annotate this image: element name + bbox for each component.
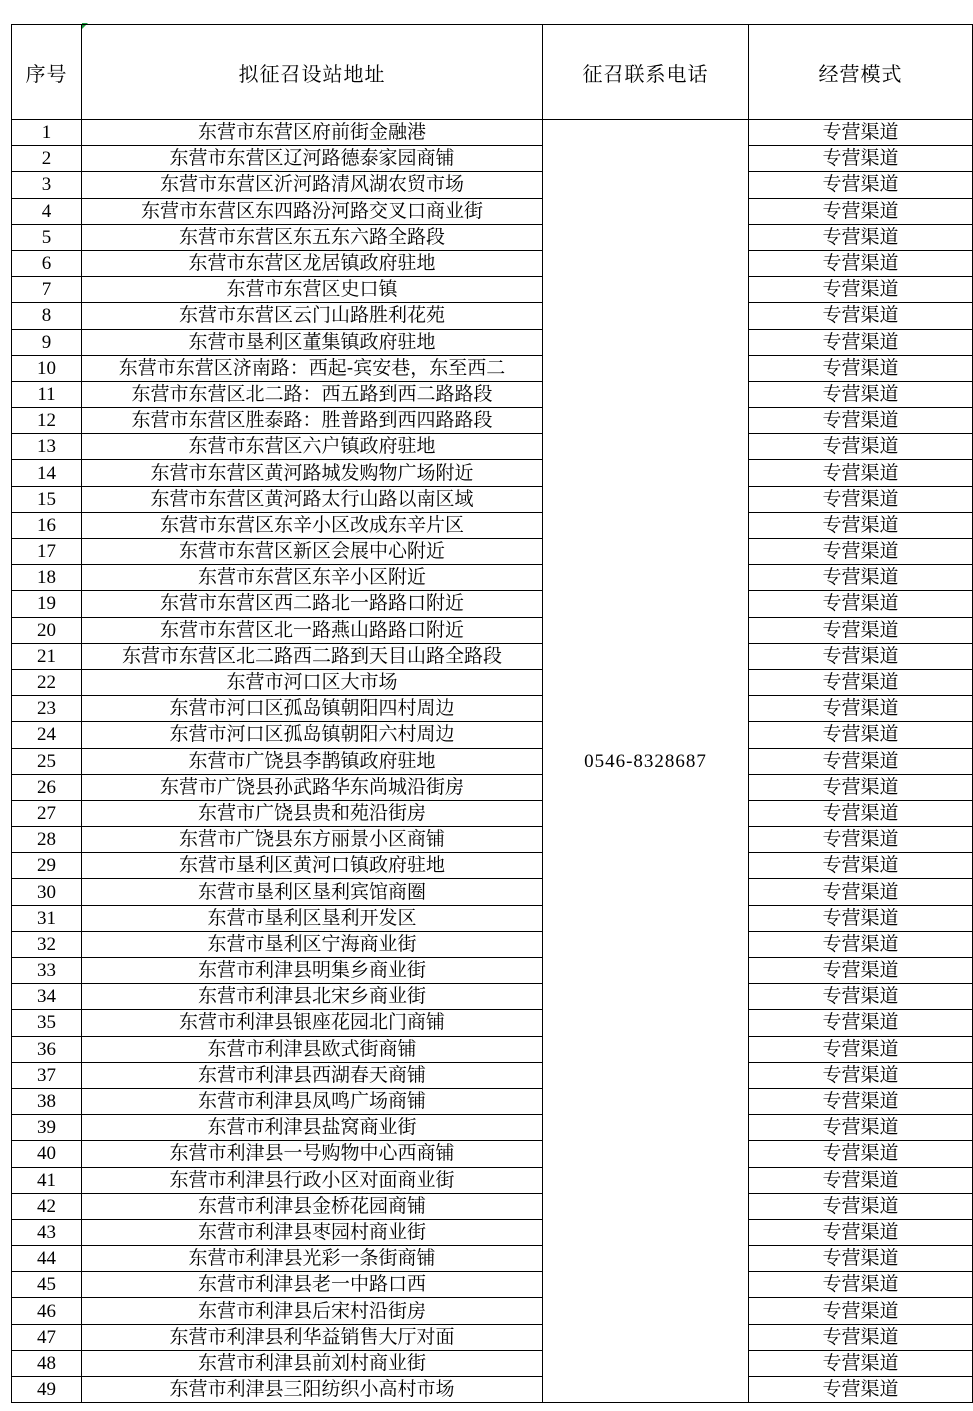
cell-no[interactable]: 7 — [12, 277, 82, 303]
table-row — [12, 408, 973, 434]
table-row — [12, 224, 973, 250]
cell-mode[interactable]: 专营渠道 — [749, 905, 973, 931]
cell-no[interactable]: 1 — [12, 120, 82, 146]
cell-no[interactable]: 26 — [12, 774, 82, 800]
table-row — [12, 800, 973, 826]
cell-address[interactable]: 东营市东营区龙居镇政府驻地 — [82, 250, 543, 276]
table-row — [12, 303, 973, 329]
cell-address[interactable]: 东营市垦利区董集镇政府驻地 — [82, 329, 543, 355]
cell-mode[interactable]: 专营渠道 — [749, 277, 973, 303]
cell-address[interactable]: 东营市垦利区宁海商业街 — [82, 931, 543, 957]
cell-address[interactable]: 东营市利津县欧式街商铺 — [82, 1036, 543, 1062]
table-row — [12, 120, 973, 146]
cell-address[interactable]: 东营市东营区北二路：西五路到西二路路段 — [82, 381, 543, 407]
cell-address[interactable]: 东营市东营区胜泰路：胜普路到西四路路段 — [82, 408, 543, 434]
cell-mode[interactable]: 专营渠道 — [749, 486, 973, 512]
header-no[interactable]: 序号 — [12, 25, 82, 120]
table-row — [12, 591, 973, 617]
cell-no[interactable]: 48 — [12, 1350, 82, 1376]
cell-mode[interactable]: 专营渠道 — [749, 1324, 973, 1350]
cell-mode[interactable]: 专营渠道 — [749, 617, 973, 643]
cell-no[interactable]: 4 — [12, 198, 82, 224]
cell-mode[interactable]: 专营渠道 — [749, 958, 973, 984]
cell-address[interactable]: 东营市河口区大市场 — [82, 669, 543, 695]
cell-mode[interactable]: 专营渠道 — [749, 172, 973, 198]
table-row — [12, 984, 973, 1010]
cell-address[interactable]: 东营市利津县一号购物中心西商铺 — [82, 1141, 543, 1167]
table-row — [12, 879, 973, 905]
cell-address[interactable]: 东营市利津县明集乡商业街 — [82, 958, 543, 984]
cell-mode[interactable]: 专营渠道 — [749, 198, 973, 224]
header-phone[interactable]: 征召联系电话 — [543, 25, 749, 120]
cell-no[interactable]: 37 — [12, 1062, 82, 1088]
cell-no[interactable]: 40 — [12, 1141, 82, 1167]
table-row — [12, 1324, 973, 1350]
cell-mode[interactable]: 专营渠道 — [749, 460, 973, 486]
cell-no[interactable]: 36 — [12, 1036, 82, 1062]
cell-address[interactable]: 东营市利津县行政小区对面商业街 — [82, 1167, 543, 1193]
cell-no[interactable]: 28 — [12, 827, 82, 853]
table-row — [12, 643, 973, 669]
cell-address[interactable]: 东营市东营区云门山路胜利花苑 — [82, 303, 543, 329]
cell-mode[interactable]: 专营渠道 — [749, 643, 973, 669]
table-row — [12, 355, 973, 381]
cell-no[interactable]: 17 — [12, 539, 82, 565]
cell-no[interactable]: 25 — [12, 748, 82, 774]
cell-address[interactable]: 东营市利津县盐窝商业街 — [82, 1115, 543, 1141]
cell-mode[interactable]: 专营渠道 — [749, 591, 973, 617]
cell-address[interactable]: 东营市东营区黄河路城发购物广场附近 — [82, 460, 543, 486]
header-address[interactable]: 拟征召设站地址 — [82, 25, 543, 120]
cell-mode[interactable]: 专营渠道 — [749, 748, 973, 774]
cell-mode[interactable]: 专营渠道 — [749, 1141, 973, 1167]
table-row — [12, 146, 973, 172]
cell-address[interactable]: 东营市东营区东五东六路全路段 — [82, 224, 543, 250]
cell-no[interactable]: 45 — [12, 1272, 82, 1298]
table-row — [12, 774, 973, 800]
cell-address[interactable]: 东营市利津县北宋乡商业街 — [82, 984, 543, 1010]
cell-mode[interactable]: 专营渠道 — [749, 669, 973, 695]
cell-no[interactable]: 9 — [12, 329, 82, 355]
cell-mode[interactable]: 专营渠道 — [749, 434, 973, 460]
cell-address[interactable]: 东营市广饶县东方丽景小区商铺 — [82, 827, 543, 853]
table-row — [12, 617, 973, 643]
cell-address[interactable]: 东营市利津县利华益销售大厅对面 — [82, 1324, 543, 1350]
cell-mode[interactable]: 专营渠道 — [749, 879, 973, 905]
table-row — [12, 198, 973, 224]
cell-address[interactable]: 东营市利津县银座花园北门商铺 — [82, 1010, 543, 1036]
cell-no[interactable]: 29 — [12, 853, 82, 879]
cell-mode[interactable]: 专营渠道 — [749, 303, 973, 329]
cell-address[interactable]: 东营市东营区府前街金融港 — [82, 120, 543, 146]
cell-address[interactable]: 东营市利津县三阳纺织小高村市场 — [82, 1377, 543, 1403]
cell-mode[interactable]: 专营渠道 — [749, 120, 973, 146]
table-row — [12, 827, 973, 853]
cell-no[interactable]: 24 — [12, 722, 82, 748]
cell-mode[interactable]: 专营渠道 — [749, 722, 973, 748]
table-row — [12, 1193, 973, 1219]
cell-address[interactable]: 东营市东营区北一路燕山路路口附近 — [82, 617, 543, 643]
table-row — [12, 1377, 973, 1403]
table-row — [12, 565, 973, 591]
cell-address[interactable]: 东营市利津县后宋村沿街房 — [82, 1298, 543, 1324]
table-row — [12, 1272, 973, 1298]
table-row — [12, 1219, 973, 1245]
cell-mode[interactable]: 专营渠道 — [749, 250, 973, 276]
cell-mode[interactable]: 专营渠道 — [749, 853, 973, 879]
cell-address[interactable]: 东营市东营区新区会展中心附近 — [82, 539, 543, 565]
cell-no[interactable]: 33 — [12, 958, 82, 984]
cell-mode[interactable]: 专营渠道 — [749, 1377, 973, 1403]
table-row — [12, 381, 973, 407]
cell-phone-merged[interactable]: 0546-8328687 — [543, 120, 749, 1403]
cell-mode[interactable]: 专营渠道 — [749, 931, 973, 957]
cell-address[interactable]: 东营市东营区史口镇 — [82, 277, 543, 303]
cell-mode[interactable]: 专营渠道 — [749, 329, 973, 355]
table-row — [12, 1350, 973, 1376]
cell-no[interactable]: 8 — [12, 303, 82, 329]
cell-mode[interactable]: 专营渠道 — [749, 696, 973, 722]
cell-no[interactable]: 13 — [12, 434, 82, 460]
cell-mode[interactable]: 专营渠道 — [749, 565, 973, 591]
cell-no[interactable]: 49 — [12, 1377, 82, 1403]
table-row — [12, 1298, 973, 1324]
cell-no[interactable]: 3 — [12, 172, 82, 198]
cell-address[interactable]: 东营市垦利区垦利开发区 — [82, 905, 543, 931]
cell-address[interactable]: 东营市东营区东辛小区附近 — [82, 565, 543, 591]
cell-no[interactable]: 10 — [12, 355, 82, 381]
table-row — [12, 434, 973, 460]
cell-address[interactable]: 东营市广饶县贵和苑沿街房 — [82, 800, 543, 826]
cell-address[interactable]: 东营市垦利区黄河口镇政府驻地 — [82, 853, 543, 879]
table-row — [12, 853, 973, 879]
table-row — [12, 1062, 973, 1088]
table-row — [12, 1141, 973, 1167]
cell-no[interactable]: 39 — [12, 1115, 82, 1141]
cell-mode[interactable]: 专营渠道 — [749, 512, 973, 538]
table-row — [12, 1010, 973, 1036]
table-header — [12, 25, 973, 120]
table-row — [12, 958, 973, 984]
cell-address[interactable]: 东营市垦利区垦利宾馆商圈 — [82, 879, 543, 905]
cell-address[interactable]: 东营市东营区六户镇政府驻地 — [82, 434, 543, 460]
table-row — [12, 250, 973, 276]
cell-mode[interactable]: 专营渠道 — [749, 1298, 973, 1324]
cell-address[interactable]: 东营市广饶县孙武路华东尚城沿街房 — [82, 774, 543, 800]
cell-address[interactable]: 东营市河口区孤岛镇朝阳四村周边 — [82, 696, 543, 722]
cell-mode[interactable]: 专营渠道 — [749, 827, 973, 853]
cell-address[interactable]: 东营市利津县金桥花园商铺 — [82, 1193, 543, 1219]
cell-address[interactable]: 东营市利津县枣园村商业街 — [82, 1219, 543, 1245]
cell-address[interactable]: 东营市广饶县李鹊镇政府驻地 — [82, 748, 543, 774]
cell-mode[interactable]: 专营渠道 — [749, 800, 973, 826]
cell-no[interactable]: 12 — [12, 408, 82, 434]
header-mode[interactable]: 经营模式 — [749, 25, 973, 120]
cell-no[interactable]: 31 — [12, 905, 82, 931]
table-body — [12, 120, 973, 1403]
table-row — [12, 931, 973, 957]
cell-no[interactable]: 2 — [12, 146, 82, 172]
cell-address[interactable]: 东营市利津县前刘村商业街 — [82, 1350, 543, 1376]
cell-mode[interactable]: 专营渠道 — [749, 1246, 973, 1272]
cell-no[interactable]: 19 — [12, 591, 82, 617]
table-row — [12, 722, 973, 748]
cell-no[interactable]: 44 — [12, 1246, 82, 1272]
table-row — [12, 905, 973, 931]
cell-no[interactable]: 43 — [12, 1219, 82, 1245]
table-row — [12, 669, 973, 695]
cell-no[interactable]: 16 — [12, 512, 82, 538]
cell-no[interactable]: 5 — [12, 224, 82, 250]
cell-mode[interactable]: 专营渠道 — [749, 1350, 973, 1376]
table-row — [12, 1088, 973, 1114]
table-row — [12, 539, 973, 565]
cell-address[interactable]: 东营市东营区东四路汾河路交叉口商业街 — [82, 198, 543, 224]
table-row — [12, 329, 973, 355]
cell-address[interactable]: 东营市东营区辽河路德泰家园商铺 — [82, 146, 543, 172]
cell-mode[interactable]: 专营渠道 — [749, 1219, 973, 1245]
cell-address[interactable]: 东营市东营区沂河路清风湖农贸市场 — [82, 172, 543, 198]
table-row — [12, 277, 973, 303]
table-row — [12, 172, 973, 198]
cell-mode[interactable]: 专营渠道 — [749, 1036, 973, 1062]
cell-mode[interactable]: 专营渠道 — [749, 381, 973, 407]
cell-no[interactable]: 23 — [12, 696, 82, 722]
cell-no[interactable]: 20 — [12, 617, 82, 643]
cell-no[interactable]: 6 — [12, 250, 82, 276]
cell-no[interactable]: 22 — [12, 669, 82, 695]
cell-no[interactable]: 21 — [12, 643, 82, 669]
cell-address[interactable]: 东营市利津县老一中路口西 — [82, 1272, 543, 1298]
table-row — [12, 748, 973, 774]
cell-no[interactable]: 32 — [12, 931, 82, 957]
cell-address[interactable]: 东营市利津县光彩一条街商铺 — [82, 1246, 543, 1272]
cell-no[interactable]: 38 — [12, 1088, 82, 1114]
cell-mode[interactable]: 专营渠道 — [749, 1088, 973, 1114]
cell-no[interactable]: 34 — [12, 984, 82, 1010]
cell-mode[interactable]: 专营渠道 — [749, 774, 973, 800]
cell-mode[interactable]: 专营渠道 — [749, 984, 973, 1010]
cell-mode[interactable]: 专营渠道 — [749, 1272, 973, 1298]
cell-mode[interactable]: 专营渠道 — [749, 408, 973, 434]
cell-address[interactable]: 东营市东营区北二路西二路到天目山路全路段 — [82, 643, 543, 669]
table-row — [12, 486, 973, 512]
table-row — [12, 696, 973, 722]
cell-address[interactable]: 东营市利津县西湖春天商铺 — [82, 1062, 543, 1088]
table-row — [12, 460, 973, 486]
table-row — [12, 1036, 973, 1062]
cell-mode[interactable]: 专营渠道 — [749, 1062, 973, 1088]
table-row — [12, 1246, 973, 1272]
cell-mode[interactable]: 专营渠道 — [749, 1193, 973, 1219]
table-row — [12, 1115, 973, 1141]
cell-address[interactable]: 东营市东营区东辛小区改成东辛片区 — [82, 512, 543, 538]
cell-no[interactable]: 47 — [12, 1324, 82, 1350]
header-row — [12, 25, 973, 120]
cell-no[interactable]: 46 — [12, 1298, 82, 1324]
cell-address[interactable]: 东营市东营区济南路：西起-宾安巷，东至西二 — [82, 355, 543, 381]
cell-no[interactable]: 30 — [12, 879, 82, 905]
cell-mode[interactable]: 专营渠道 — [749, 1115, 973, 1141]
cell-no[interactable]: 11 — [12, 381, 82, 407]
cell-no[interactable]: 18 — [12, 565, 82, 591]
cell-address[interactable]: 东营市河口区孤岛镇朝阳六村周边 — [82, 722, 543, 748]
cell-no[interactable]: 27 — [12, 800, 82, 826]
cell-mode[interactable]: 专营渠道 — [749, 224, 973, 250]
cell-address[interactable]: 东营市东营区西二路北一路路口附近 — [82, 591, 543, 617]
cell-mode[interactable]: 专营渠道 — [749, 539, 973, 565]
cell-mode[interactable]: 专营渠道 — [749, 146, 973, 172]
table-row — [12, 512, 973, 538]
cell-no[interactable]: 42 — [12, 1193, 82, 1219]
table-row — [12, 1167, 973, 1193]
cell-no[interactable]: 15 — [12, 486, 82, 512]
cell-address[interactable]: 东营市东营区黄河路太行山路以南区域 — [82, 486, 543, 512]
cell-no[interactable]: 35 — [12, 1010, 82, 1036]
cell-address[interactable]: 东营市利津县凤鸣广场商铺 — [82, 1088, 543, 1114]
cell-no[interactable]: 41 — [12, 1167, 82, 1193]
cell-mode[interactable]: 专营渠道 — [749, 1167, 973, 1193]
cell-mode[interactable]: 专营渠道 — [749, 355, 973, 381]
cell-no[interactable]: 14 — [12, 460, 82, 486]
cell-mode[interactable]: 专营渠道 — [749, 1010, 973, 1036]
station-table — [11, 24, 973, 1403]
